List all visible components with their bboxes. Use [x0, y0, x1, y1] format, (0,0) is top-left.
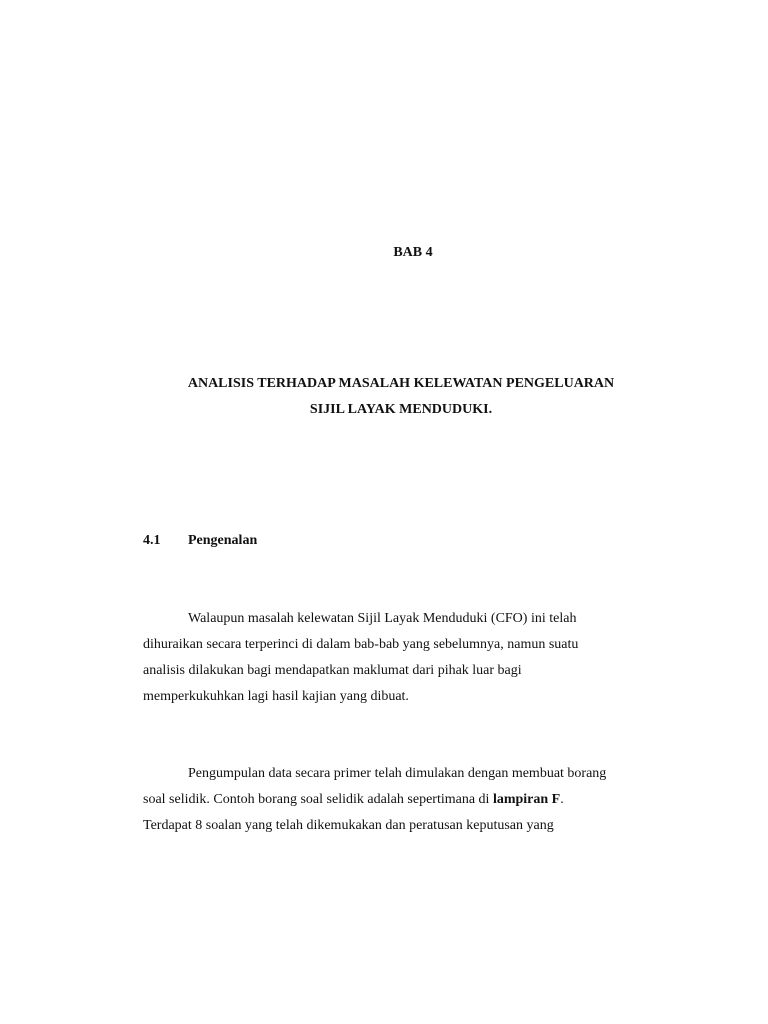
paragraph-line: Walaupun masalah kelewatan Sijil Layak Menduduki (CFO) ini telah — [188, 611, 577, 626]
paragraph-text: . — [560, 792, 564, 807]
paragraph-line: Terdapat 8 soalan yang telah dikemukakan dan peratusan keputusan yang — [143, 818, 554, 833]
paragraph-text: soal selidik. Contoh borang soal selidik adalah sepertimana di — [143, 792, 493, 807]
paragraph-line — [143, 792, 564, 808]
paragraph-line: analisis dilakukan bagi mendapatkan maklumat dari pihak luar bagi — [143, 663, 522, 678]
section-title: Pengenalan — [188, 533, 258, 548]
section-number: 4.1 — [143, 533, 161, 548]
appendix-reference: lampiran F — [492, 792, 561, 807]
paragraph-line: dihuraikan secara terperinci di dalam bab-bab yang sebelumnya, namun suatu — [143, 637, 579, 652]
paragraph-line: memperkukuhkan lagi hasil kajian yang dibuat. — [143, 689, 409, 704]
chapter-title-line-1: ANALISIS TERHADAP MASALAH KELEWATAN PENGELUARAN — [187, 376, 615, 391]
chapter-title-line-2: SIJIL LAYAK MENDUDUKI. — [309, 402, 493, 417]
chapter-heading: BAB 4 — [393, 245, 433, 260]
paragraph-line: Pengumpulan data secara primer telah dimulakan dengan membuat borang — [188, 766, 607, 781]
